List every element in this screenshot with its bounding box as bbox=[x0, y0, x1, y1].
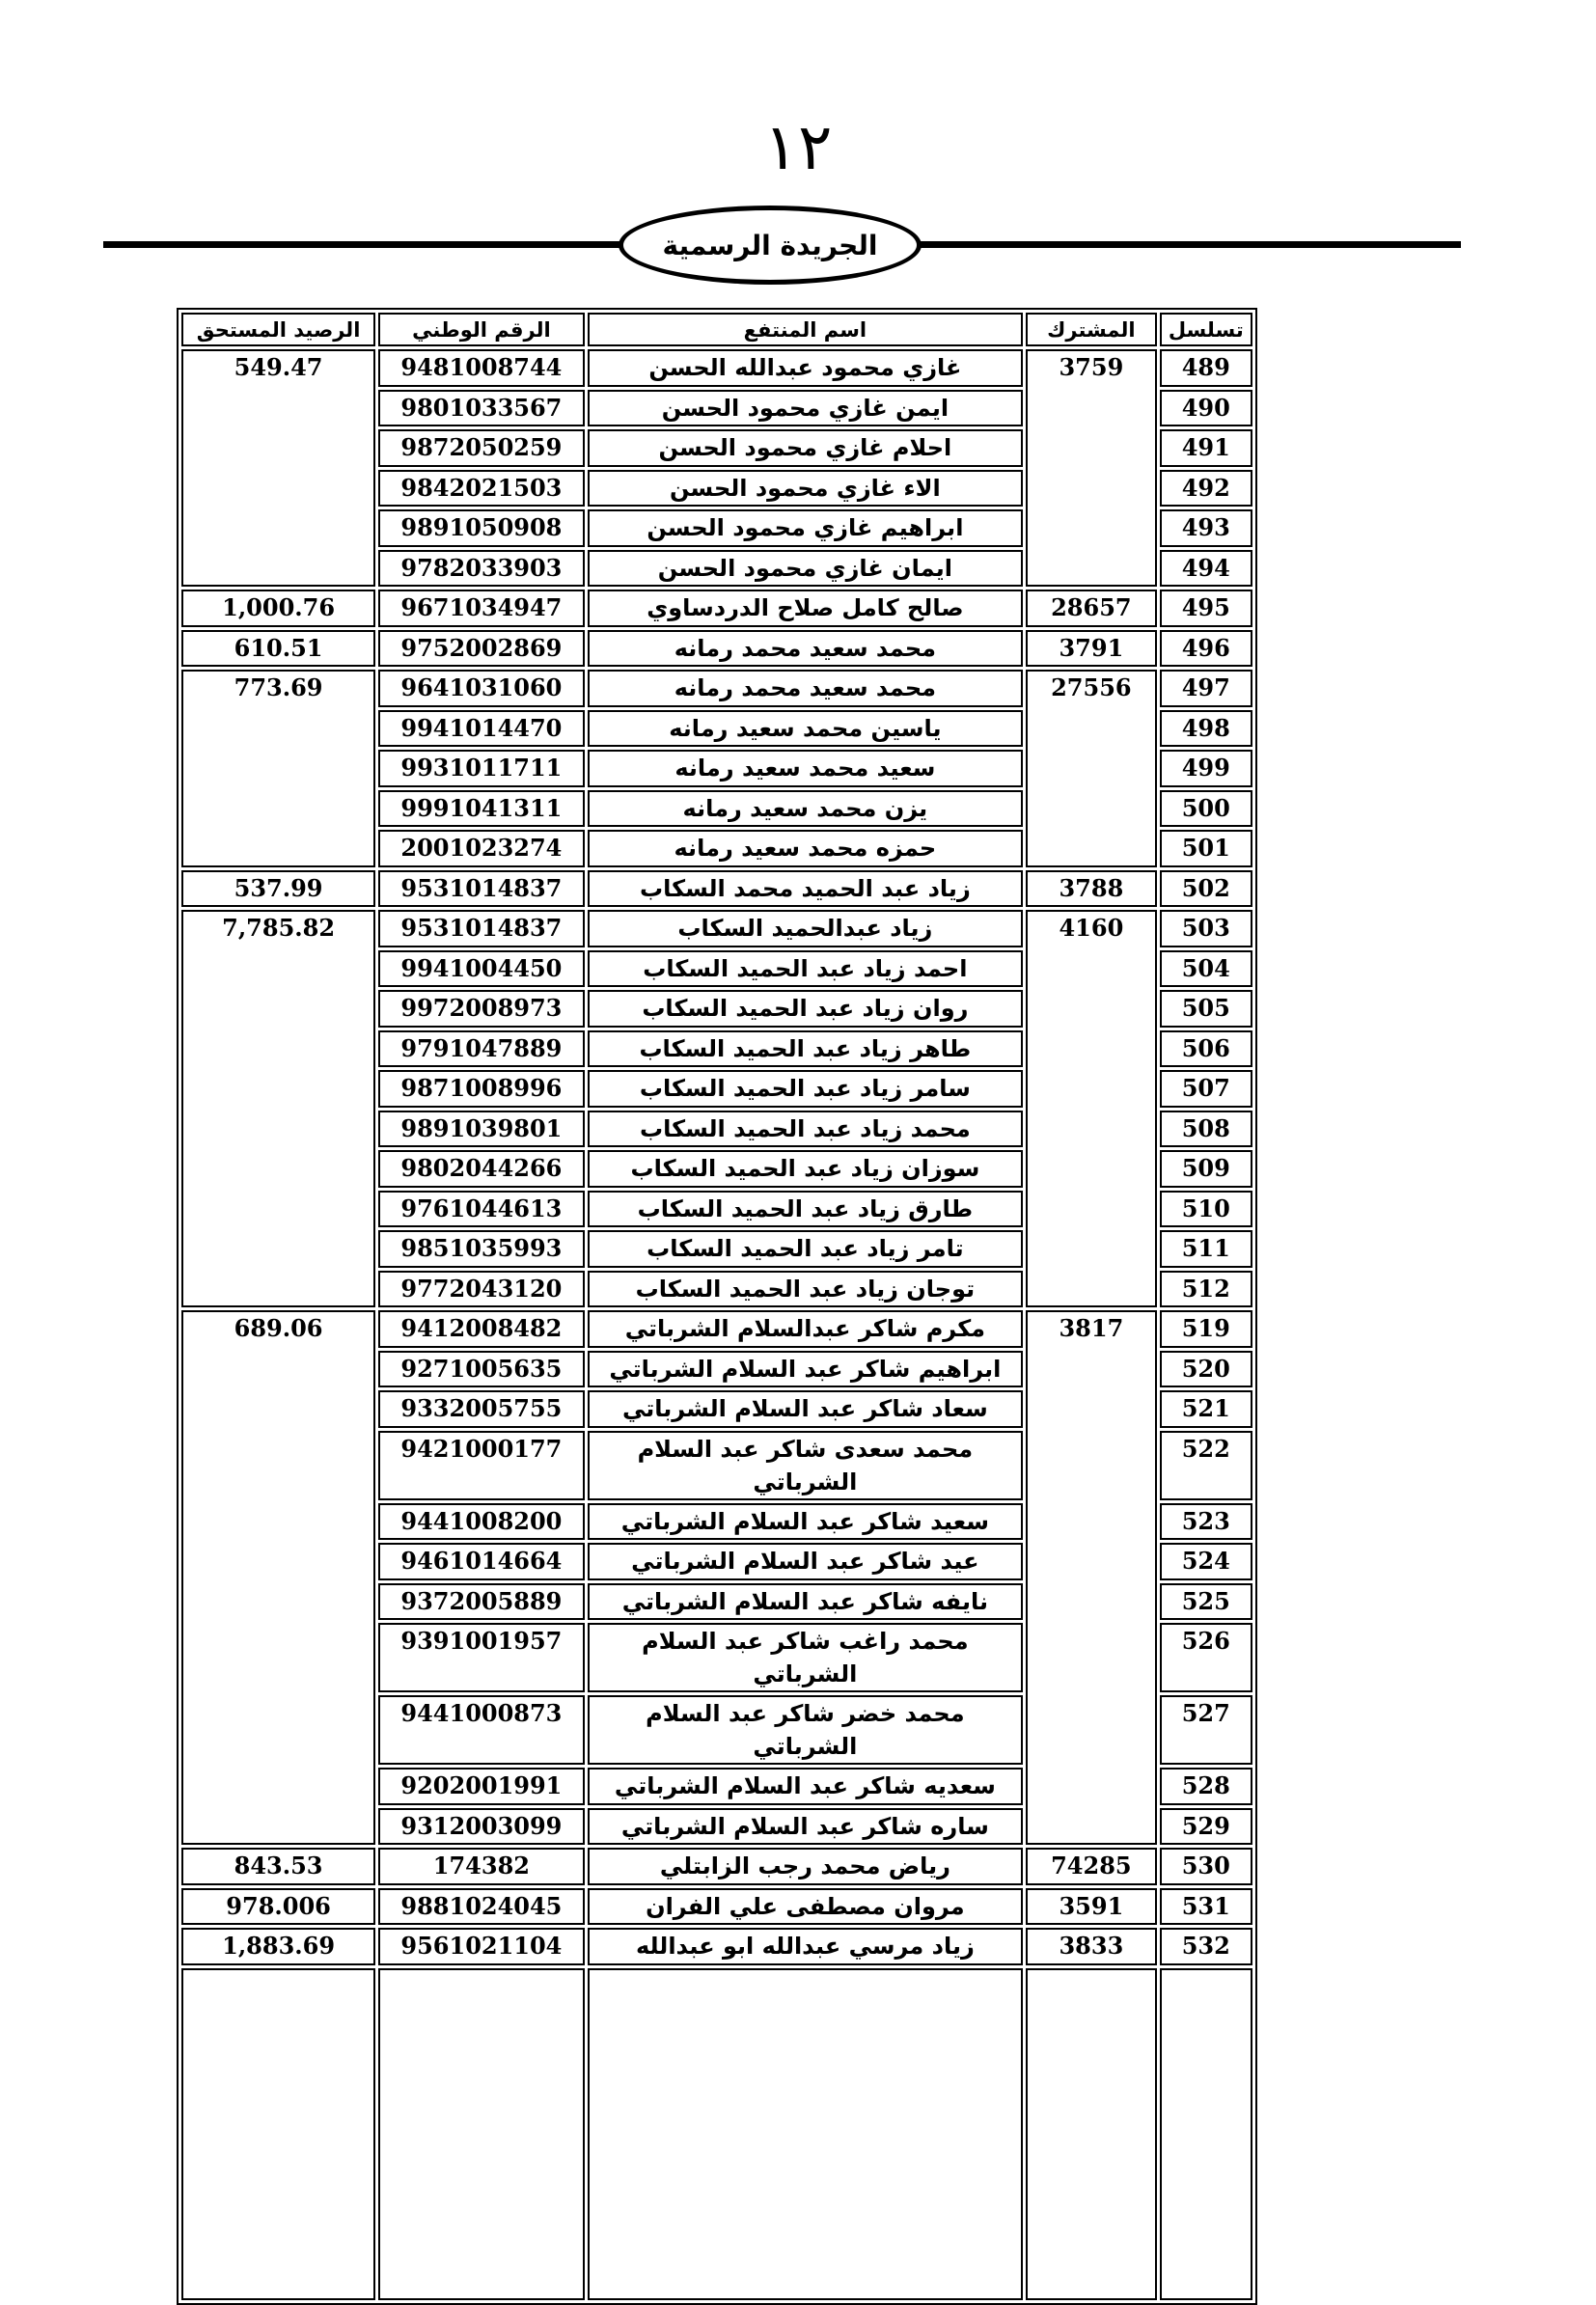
beneficiary-name-cell: محمد خضر شاكر عبد السلام الشرباتي bbox=[588, 1695, 1024, 1765]
subscriber-cell: 3591 bbox=[1026, 1888, 1156, 1926]
beneficiary-name-cell: طاهر زياد عبد الحميد السكاب bbox=[588, 1030, 1024, 1068]
national-id-cell: 9391001957 bbox=[378, 1623, 584, 1692]
subscriber-cell: 28657 bbox=[1026, 590, 1156, 627]
beneficiary-name-cell: غازي محمود عبدالله الحسن bbox=[588, 349, 1024, 387]
national-id-cell: 9791047889 bbox=[378, 1030, 584, 1068]
header-national-id: الرقم الوطني bbox=[378, 313, 584, 346]
balance-cell: 1,000.76 bbox=[181, 590, 375, 627]
beneficiary-name-cell: ابراهيم غازي محمود الحسن bbox=[588, 509, 1024, 547]
national-id-cell: 9271005635 bbox=[378, 1351, 584, 1388]
seq-cell: 492 bbox=[1160, 470, 1252, 508]
seq-cell: 519 bbox=[1160, 1310, 1252, 1348]
seq-cell: 531 bbox=[1160, 1888, 1252, 1926]
national-id-cell: 9842021503 bbox=[378, 470, 584, 508]
seq-cell: 507 bbox=[1160, 1070, 1252, 1108]
empty-cell bbox=[1026, 1968, 1156, 2300]
beneficiary-name-cell: يزن محمد سعيد رمانه bbox=[588, 790, 1024, 828]
table-row bbox=[181, 630, 1252, 668]
table-row bbox=[181, 910, 1252, 947]
beneficiary-name-cell: سوزان زياد عبد الحميد السكاب bbox=[588, 1150, 1024, 1188]
national-id-cell: 9531014837 bbox=[378, 910, 584, 947]
balance-cell: 1,883.69 bbox=[181, 1928, 375, 1965]
national-id-cell: 9891050908 bbox=[378, 509, 584, 547]
seq-cell: 532 bbox=[1160, 1928, 1252, 1965]
seq-cell: 495 bbox=[1160, 590, 1252, 627]
national-id-cell: 9441008200 bbox=[378, 1503, 584, 1541]
seq-cell: 493 bbox=[1160, 509, 1252, 547]
seq-cell: 522 bbox=[1160, 1431, 1252, 1500]
beneficiary-name-cell: سعيد محمد سعيد رمانه bbox=[588, 750, 1024, 787]
national-id-cell: 9891039801 bbox=[378, 1111, 584, 1148]
national-id-cell: 9931011711 bbox=[378, 750, 584, 787]
beneficiary-name-cell: صالح كامل صلاح الدردساوي bbox=[588, 590, 1024, 627]
national-id-cell: 9332005755 bbox=[378, 1390, 584, 1428]
national-id-cell: 9851035993 bbox=[378, 1230, 584, 1268]
beneficiary-name-cell: احلام غازي محمود الحسن bbox=[588, 429, 1024, 467]
subscriber-cell: 27556 bbox=[1026, 670, 1156, 867]
national-id-cell: 9941004450 bbox=[378, 950, 584, 988]
subscriber-cell: 74285 bbox=[1026, 1848, 1156, 1885]
beneficiary-name-cell: احمد زياد عبد الحميد السكاب bbox=[588, 950, 1024, 988]
beneficiary-name-cell: زياد عبدالحميد السكاب bbox=[588, 910, 1024, 947]
empty-cell bbox=[181, 1968, 375, 2300]
national-id-cell: 9972008973 bbox=[378, 990, 584, 1028]
table-row bbox=[181, 1848, 1252, 1885]
beneficiary-name-cell: ياسين محمد سعيد رمانه bbox=[588, 710, 1024, 748]
table-row bbox=[181, 870, 1252, 908]
beneficiary-name-cell: حمزه محمد سعيد رمانه bbox=[588, 830, 1024, 867]
national-id-cell: 9641031060 bbox=[378, 670, 584, 707]
national-id-cell: 9772043120 bbox=[378, 1271, 584, 1308]
national-id-cell: 9761044613 bbox=[378, 1191, 584, 1228]
beneficiary-name-cell: ابراهيم شاكر عبد السلام الشرباتي bbox=[588, 1351, 1024, 1388]
national-id-cell: 9531014837 bbox=[378, 870, 584, 908]
seq-cell: 489 bbox=[1160, 349, 1252, 387]
seq-cell: 512 bbox=[1160, 1271, 1252, 1308]
seq-cell: 511 bbox=[1160, 1230, 1252, 1268]
table-row bbox=[181, 1928, 1252, 1965]
beneficiary-name-cell: زياد عبد الحميد محمد السكاب bbox=[588, 870, 1024, 908]
beneficiary-name-cell: سعيد شاكر عبد السلام الشرباتي bbox=[588, 1503, 1024, 1541]
beneficiary-name-cell: روان زياد عبد الحميد السكاب bbox=[588, 990, 1024, 1028]
national-id-cell: 9752002869 bbox=[378, 630, 584, 668]
national-id-cell: 9441000873 bbox=[378, 1695, 584, 1765]
beneficiary-name-cell: زياد مرسي عبدالله ابو عبدالله bbox=[588, 1928, 1024, 1965]
beneficiary-name-cell: محمد زياد عبد الحميد السكاب bbox=[588, 1111, 1024, 1148]
table-row bbox=[181, 349, 1252, 387]
seq-cell: 530 bbox=[1160, 1848, 1252, 1885]
national-id-cell: 174382 bbox=[378, 1848, 584, 1885]
seq-cell: 526 bbox=[1160, 1623, 1252, 1692]
seq-cell: 500 bbox=[1160, 790, 1252, 828]
seq-cell: 506 bbox=[1160, 1030, 1252, 1068]
seq-cell: 503 bbox=[1160, 910, 1252, 947]
seq-cell: 498 bbox=[1160, 710, 1252, 748]
seq-cell: 497 bbox=[1160, 670, 1252, 707]
table-header-row bbox=[181, 313, 1252, 346]
beneficiary-name-cell: طارق زياد عبد الحميد السكاب bbox=[588, 1191, 1024, 1228]
beneficiary-name-cell: تامر زياد عبد الحميد السكاب bbox=[588, 1230, 1024, 1268]
page-number: ١٢ bbox=[763, 110, 833, 184]
beneficiary-name-cell: سامر زياد عبد الحميد السكاب bbox=[588, 1070, 1024, 1108]
beneficiary-name-cell: رياض محمد رجب الزابتلي bbox=[588, 1848, 1024, 1885]
national-id-cell: 9871008996 bbox=[378, 1070, 584, 1108]
beneficiary-name-cell: محمد سعيد محمد رمانه bbox=[588, 630, 1024, 668]
seq-cell: 523 bbox=[1160, 1503, 1252, 1541]
subscriber-cell: 3788 bbox=[1026, 870, 1156, 908]
balance-cell: 773.69 bbox=[181, 670, 375, 867]
seq-cell: 496 bbox=[1160, 630, 1252, 668]
empty-table-row bbox=[181, 1968, 1252, 2300]
beneficiary-name-cell: توجان زياد عبد الحميد السكاب bbox=[588, 1271, 1024, 1308]
beneficiary-name-cell: محمد سعدى شاكر عبد السلام الشرباتي bbox=[588, 1431, 1024, 1500]
seq-cell: 499 bbox=[1160, 750, 1252, 787]
beneficiary-name-cell: مكرم شاكر عبدالسلام الشرباتي bbox=[588, 1310, 1024, 1348]
seq-cell: 501 bbox=[1160, 830, 1252, 867]
seq-cell: 491 bbox=[1160, 429, 1252, 467]
subscriber-cell: 3833 bbox=[1026, 1928, 1156, 1965]
national-id-cell: 9202001991 bbox=[378, 1768, 584, 1805]
beneficiary-name-cell: ايمن غازي محمود الحسن bbox=[588, 390, 1024, 427]
masthead-oval bbox=[619, 206, 922, 285]
national-id-cell: 9481008744 bbox=[378, 349, 584, 387]
beneficiary-name-cell: مروان مصطفى علي الفران bbox=[588, 1888, 1024, 1926]
national-id-cell: 9312003099 bbox=[378, 1808, 584, 1846]
beneficiary-name-cell: محمد راغب شاكر عبد السلام الشرباتي bbox=[588, 1623, 1024, 1692]
seq-cell: 527 bbox=[1160, 1695, 1252, 1765]
empty-cell bbox=[378, 1968, 584, 2300]
balance-cell: 537.99 bbox=[181, 870, 375, 908]
national-id-cell: 2001023274 bbox=[378, 830, 584, 867]
seq-cell: 529 bbox=[1160, 1808, 1252, 1846]
subscriber-cell: 4160 bbox=[1026, 910, 1156, 1307]
subscriber-cell: 3791 bbox=[1026, 630, 1156, 668]
subscriber-cell: 3817 bbox=[1026, 1310, 1156, 1845]
beneficiaries-table bbox=[177, 308, 1257, 2305]
seq-cell: 505 bbox=[1160, 990, 1252, 1028]
national-id-cell: 9412008482 bbox=[378, 1310, 584, 1348]
beneficiary-name-cell: عيد شاكر عبد السلام الشرباتي bbox=[588, 1543, 1024, 1580]
header-beneficiary: اسم المنتفع bbox=[588, 313, 1024, 346]
balance-cell: 978.006 bbox=[181, 1888, 375, 1926]
seq-cell: 490 bbox=[1160, 390, 1252, 427]
table-row bbox=[181, 1310, 1252, 1348]
national-id-cell: 9671034947 bbox=[378, 590, 584, 627]
national-id-cell: 9461014664 bbox=[378, 1543, 584, 1580]
national-id-cell: 9802044266 bbox=[378, 1150, 584, 1188]
balance-cell: 610.51 bbox=[181, 630, 375, 668]
header-balance: الرصيد المستحق bbox=[181, 313, 375, 346]
beneficiary-name-cell: ساره شاكر عبد السلام الشرباتي bbox=[588, 1808, 1024, 1846]
beneficiary-name-cell: ايمان غازي محمود الحسن bbox=[588, 550, 1024, 588]
national-id-cell: 9991041311 bbox=[378, 790, 584, 828]
beneficiary-name-cell: نايفه شاكر عبد السلام الشرباتي bbox=[588, 1583, 1024, 1621]
seq-cell: 525 bbox=[1160, 1583, 1252, 1621]
balance-cell: 689.06 bbox=[181, 1310, 375, 1845]
header-subscriber: المشترك bbox=[1026, 313, 1156, 346]
seq-cell: 502 bbox=[1160, 870, 1252, 908]
seq-cell: 524 bbox=[1160, 1543, 1252, 1580]
table-row bbox=[181, 590, 1252, 627]
seq-cell: 494 bbox=[1160, 550, 1252, 588]
seq-cell: 521 bbox=[1160, 1390, 1252, 1428]
beneficiary-name-cell: محمد سعيد محمد رمانه bbox=[588, 670, 1024, 707]
balance-cell: 549.47 bbox=[181, 349, 375, 587]
beneficiary-name-cell: الاء غازي محمود الحسن bbox=[588, 470, 1024, 508]
seq-cell: 510 bbox=[1160, 1191, 1252, 1228]
subscriber-cell: 3759 bbox=[1026, 349, 1156, 587]
seq-cell: 509 bbox=[1160, 1150, 1252, 1188]
national-id-cell: 9941014470 bbox=[378, 710, 584, 748]
beneficiary-name-cell: سعاد شاكر عبد السلام الشرباتي bbox=[588, 1390, 1024, 1428]
national-id-cell: 9782033903 bbox=[378, 550, 584, 588]
seq-cell: 504 bbox=[1160, 950, 1252, 988]
national-id-cell: 9421000177 bbox=[378, 1431, 584, 1500]
table-row bbox=[181, 1888, 1252, 1926]
national-id-cell: 9801033567 bbox=[378, 390, 584, 427]
empty-cell bbox=[588, 1968, 1024, 2300]
balance-cell: 843.53 bbox=[181, 1848, 375, 1885]
national-id-cell: 9872050259 bbox=[378, 429, 584, 467]
seq-cell: 520 bbox=[1160, 1351, 1252, 1388]
table-row bbox=[181, 670, 1252, 707]
beneficiary-name-cell: سعديه شاكر عبد السلام الشرباتي bbox=[588, 1768, 1024, 1805]
national-id-cell: 9372005889 bbox=[378, 1583, 584, 1621]
header-seq: تسلسل bbox=[1160, 313, 1252, 346]
national-id-cell: 9561021104 bbox=[378, 1928, 584, 1965]
seq-cell: 508 bbox=[1160, 1111, 1252, 1148]
table-body bbox=[181, 349, 1252, 2300]
balance-cell: 7,785.82 bbox=[181, 910, 375, 1307]
empty-cell bbox=[1160, 1968, 1252, 2300]
seq-cell: 528 bbox=[1160, 1768, 1252, 1805]
national-id-cell: 9881024045 bbox=[378, 1888, 584, 1926]
masthead-title: الجريدة الرسمية bbox=[662, 229, 878, 261]
